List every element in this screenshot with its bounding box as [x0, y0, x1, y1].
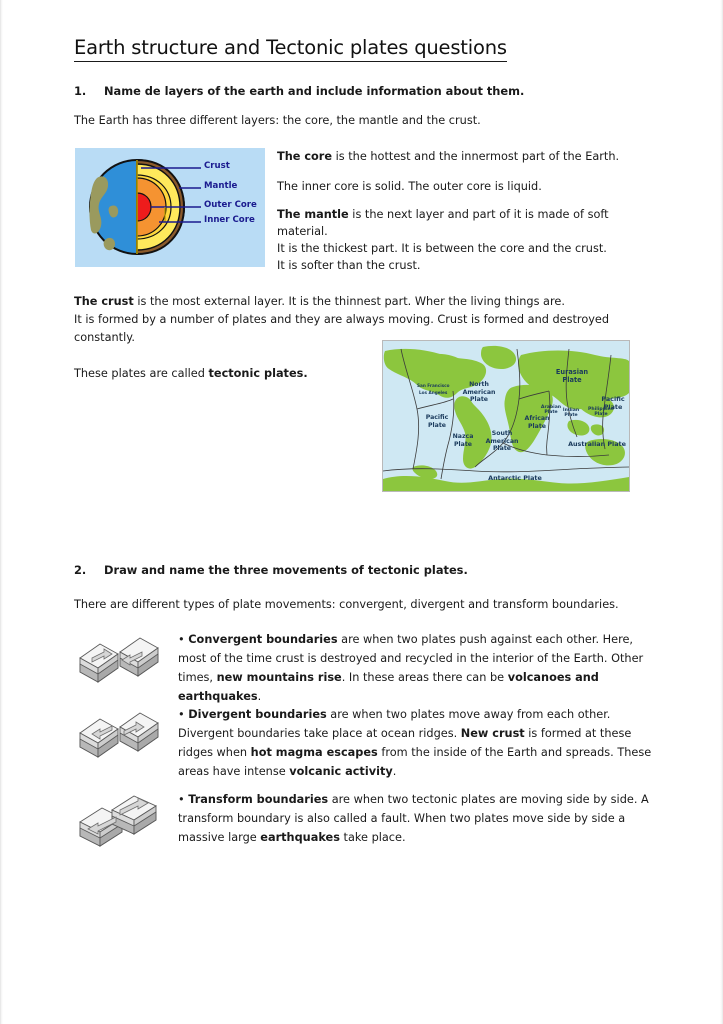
- transform-body-1: are when two tectonic plates are moving side by side. A transform boundary is also called a fault. When two plates move side by side a massive large: [178, 793, 649, 844]
- mantle-rest: is the next layer and part of it is made of soft: [348, 208, 609, 221]
- crust-bold: The crust: [74, 295, 134, 308]
- divergent-body-4: .: [392, 765, 397, 778]
- mantle-bold: The mantle: [277, 208, 349, 221]
- crust-line-3: constantly.: [74, 331, 135, 344]
- convergent-bold-3: volcanoes and earthquakes: [178, 671, 599, 703]
- map-label-pacific-plate-east: Pacific Plate: [601, 395, 625, 411]
- question-1-number: 1.: [74, 84, 87, 98]
- divergent-description: [178, 705, 652, 781]
- divergent-bullet: •: [178, 708, 189, 721]
- plates-prefix: These plates are called: [74, 367, 209, 380]
- question-1-intro: The Earth has three different layers: the core, the mantle and the crust.: [74, 114, 481, 127]
- crust-description: [74, 293, 652, 311]
- core-rest: is the hottest and the innermost part of the Earth.: [332, 150, 620, 163]
- convergent-body-3: .: [257, 690, 262, 703]
- transform-body-2: take place.: [339, 831, 406, 844]
- tectonic-plates-sentence: [74, 365, 308, 383]
- question-1-prompt: Name de layers of the earth and include information about them.: [104, 84, 525, 98]
- earth-layers-diagram: [75, 148, 265, 267]
- divergent-bold-4: volcanic activity: [289, 765, 393, 778]
- question-2-intro: There are different types of plate movements: convergent, divergent and transform boundaries.: [74, 598, 619, 611]
- mantle-line-2: material.: [277, 225, 328, 238]
- map-label-eurasian-plate: Eurasian Plate: [555, 368, 589, 384]
- map-label-pacific-plate: Pacific Plate: [425, 414, 449, 429]
- divergent-bold-3: hot magma escapes: [250, 746, 378, 759]
- map-label-australian-plate: Australian Plate: [568, 440, 626, 448]
- page-title: Earth structure and Tectonic plates questions: [74, 36, 507, 62]
- core-bold: The core: [277, 150, 333, 163]
- divergent-blocks-icon: [76, 703, 160, 769]
- mantle-description: [277, 206, 652, 224]
- map-label-arabian-plate: Arabian Plate: [540, 405, 562, 416]
- convergent-description: [178, 630, 652, 706]
- divergent-body-2: is formed at these ridges when: [178, 727, 632, 759]
- map-label-indian-plate: Indian Plate: [562, 408, 580, 419]
- question-2-prompt: Draw and name the three movements of tectonic plates.: [104, 563, 468, 577]
- mantle-line-4: It is softer than the crust.: [277, 259, 421, 272]
- map-label-philippine-plate: Philippine Plate: [588, 407, 614, 418]
- divergent-title: Divergent boundaries: [188, 708, 327, 721]
- earth-label-mantle: Mantle: [204, 181, 238, 191]
- mantle-line-3: It is the thickest part. It is between the core and the crust.: [277, 242, 607, 255]
- convergent-body-2: . In these areas there can be: [341, 671, 508, 684]
- crust-rest: is the most external layer. It is the thinnest part. Wher the living things are.: [133, 295, 565, 308]
- transform-title: Transform boundaries: [188, 793, 329, 806]
- transform-bullet: •: [178, 793, 189, 806]
- transform-description: [178, 790, 652, 847]
- transform-bold-2: earthquakes: [260, 831, 340, 844]
- divergent-bold-2: New crust: [460, 727, 525, 740]
- divergent-body-1: are when two plates move away from each other. Divergent boundaries take place at ocean ridges.: [178, 708, 611, 740]
- crust-line-2: It is formed by a number of plates and they are always moving. Crust is formed and destroyed: [74, 313, 610, 326]
- map-label-los-angeles: Los Angeles: [419, 390, 448, 395]
- earth-label-inner-core: Inner Core: [204, 215, 255, 225]
- map-label-nazca-plate: Nazca Plate: [452, 433, 474, 448]
- divergent-body-3: from the inside of the Earth and spreads. These areas have intense: [178, 746, 652, 778]
- core-description: [277, 148, 652, 166]
- convergent-bullet: •: [178, 633, 189, 646]
- page-left-edge: [0, 0, 3, 1024]
- tectonic-plates-map: [382, 340, 630, 492]
- convergent-blocks-icon: [76, 628, 160, 694]
- earth-label-outer-core: Outer Core: [204, 200, 257, 210]
- convergent-body-1: are when two plates push against each other. Here, most of the time crust is destroyed and recycled in the interior of the Earth. Other times,: [178, 633, 644, 684]
- map-label-antarctic-plate: Antarctic Plate: [488, 474, 542, 482]
- map-label-north-american-plate: North American Plate: [462, 381, 496, 403]
- inner-outer-core-description: The inner core is solid. The outer core is liquid.: [277, 180, 542, 193]
- map-label-african-plate: African Plate: [524, 415, 550, 430]
- convergent-title: Convergent boundaries: [188, 633, 338, 646]
- question-2-number: 2.: [74, 563, 87, 577]
- earth-label-crust: Crust: [204, 161, 230, 171]
- convergent-bold-2: new mountains rise: [216, 671, 342, 684]
- map-label-san-francisco: San Francisco: [417, 383, 450, 388]
- map-label-south-american-plate: South American Plate: [485, 430, 519, 452]
- plates-bold: tectonic plates.: [208, 367, 308, 380]
- transform-blocks-icon: [76, 788, 160, 854]
